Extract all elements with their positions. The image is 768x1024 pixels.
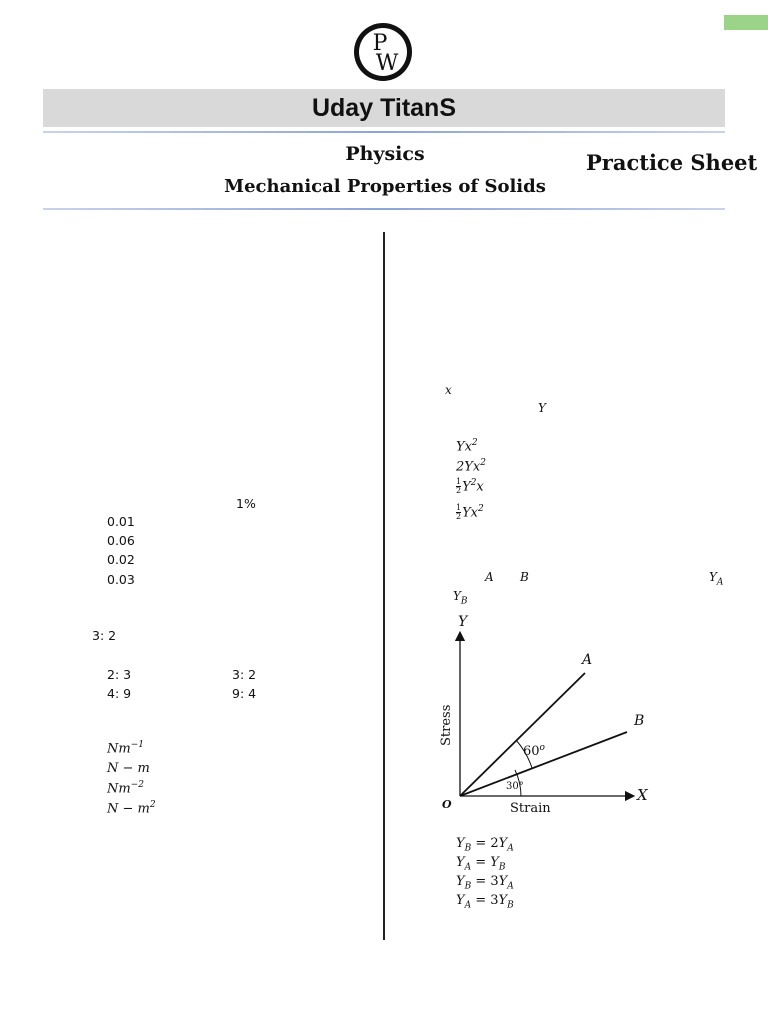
option-d: $N - m^2$ bbox=[107, 800, 156, 817]
y-axis-label: Y bbox=[458, 614, 468, 630]
origin-label: O bbox=[442, 798, 452, 811]
subject-title: Physics bbox=[345, 143, 425, 165]
option-c: 0.02 bbox=[107, 552, 135, 567]
line-b-label: B bbox=[634, 713, 645, 729]
option-a: 0.01 bbox=[107, 514, 135, 529]
svg-text:W: W bbox=[375, 51, 399, 76]
line-a-label: A bbox=[582, 652, 593, 668]
line-b bbox=[460, 732, 627, 796]
practice-sheet-label: Practice Sheet bbox=[586, 150, 758, 175]
angle-30-label: 30° bbox=[506, 781, 524, 792]
stress-strain-graph bbox=[430, 608, 690, 820]
ratio-given: 3: 2 bbox=[92, 628, 117, 643]
title-banner bbox=[43, 89, 725, 127]
option-c: 4: 9 bbox=[107, 686, 132, 701]
line-a bbox=[460, 673, 585, 796]
var-Y: Y bbox=[538, 401, 546, 415]
option-c: $\frac{1}{2}$ $Y^2x$ bbox=[456, 477, 484, 496]
header-rule-bottom bbox=[43, 208, 725, 210]
option-b: N − m bbox=[107, 761, 150, 776]
x-axis-label: X bbox=[637, 786, 648, 804]
banner-title: Uday TitanS bbox=[311, 94, 457, 122]
option-d: $Y_A = 3Y_B$ bbox=[456, 893, 514, 911]
q-percent-value: 1% bbox=[236, 496, 256, 511]
option-d: 0.03 bbox=[107, 572, 135, 587]
label-B: B bbox=[520, 570, 529, 584]
chapter-title: Mechanical Properties of Solids bbox=[224, 176, 546, 197]
column-divider bbox=[383, 232, 385, 940]
option-a: $Y_B = 2Y_A$ bbox=[456, 836, 514, 854]
strain-label: Strain bbox=[510, 801, 551, 816]
option-c: $Y_B = 3Y_A$ bbox=[456, 874, 514, 892]
label-A: A bbox=[485, 570, 494, 584]
option-b: 2Yx$^2$ bbox=[456, 458, 486, 475]
header-rule-top bbox=[43, 131, 725, 133]
option-b: $Y_A = Y_B$ bbox=[456, 855, 506, 873]
option-c: $Nm^{-2}$ bbox=[107, 780, 144, 797]
option-d: $\frac{1}{2}$ Yx$^2$ bbox=[456, 503, 484, 522]
option-b: 3: 2 bbox=[232, 667, 257, 682]
var-x: x bbox=[445, 383, 452, 397]
option-a: 2: 3 bbox=[107, 667, 132, 682]
stress-label: Stress bbox=[439, 704, 454, 746]
option-d: 9: 4 bbox=[232, 686, 257, 701]
option-a: $Nm^{-1}$ bbox=[107, 740, 144, 757]
option-b: 0.06 bbox=[107, 533, 135, 548]
pw-logo bbox=[353, 20, 413, 84]
label-YA: $Y_A$ bbox=[709, 570, 724, 588]
option-a: Yx$^2$ bbox=[456, 438, 478, 455]
corner-tag bbox=[724, 15, 768, 30]
svg-text:P: P bbox=[372, 31, 388, 56]
label-YB: $Y_B$ bbox=[453, 589, 468, 607]
angle-60-label: 60$^o$ bbox=[523, 743, 545, 759]
